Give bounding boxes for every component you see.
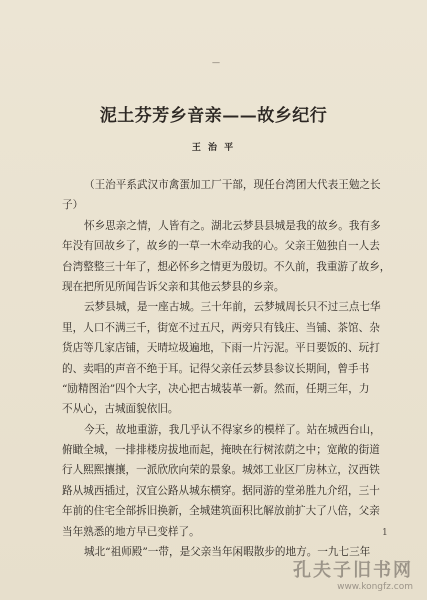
- body-line: 当年熟悉的地方早已变样了。: [62, 525, 200, 538]
- body-line: 台湾整整三十年了，想必怀乡之情更为殷切。不久前，我重游了故乡，: [62, 260, 391, 273]
- body-line: 年前的住宅全部拆旧换新，全城建筑面积比解放前扩大了八倍，父亲: [62, 505, 380, 518]
- body-line: 城北“祖师殿”一带，是父亲当年闲暇散步的地方。一九七三年: [84, 546, 371, 559]
- watermark-site-name: 孔夫子旧书网: [293, 560, 413, 581]
- body-line: 货店等几家店铺，天晴垃圾遍地，下雨一片污泥。平日要饭的、玩打: [62, 342, 380, 355]
- watermark-site-url: www.kongfz.com: [337, 582, 413, 592]
- header-mark: —: [212, 58, 220, 67]
- body-line: 年没有回故乡了，故乡的一草一木牵动我的心。父亲王勉独自一人去: [62, 240, 380, 253]
- body-line: 路从城西插过，汉宜公路从城东横穿。据同游的堂弟胜九介绍，三十: [62, 484, 380, 497]
- article-title: 泥土芬芳乡音亲——故乡纪行: [99, 106, 328, 126]
- article-author: 王 治 平: [191, 143, 236, 153]
- article-body: [62, 175, 394, 562]
- body-line: 怀乡思亲之情，人皆有之。湖北云梦县县城是我的故乡。我有多: [84, 219, 381, 232]
- body-line: 子）: [62, 199, 84, 212]
- body-line: 不从心，古城面貌依旧。: [62, 403, 179, 416]
- page-number: 1: [382, 528, 388, 538]
- watermark: [293, 556, 413, 592]
- body-line: 云梦县城，是一座古城。三十年前，云梦城周长只不过三点七华: [84, 301, 381, 314]
- body-line: 行人熙熙攘攘，一派欣欣向荣的景象。城郊工业区厂房林立，汉西铁: [62, 464, 380, 477]
- body-line: 的、卖唱的声音不绝于耳。记得父亲任云梦县参议长期间，曾手书: [62, 362, 370, 375]
- body-line: （王治平系武汉市禽蛋加工厂干部，现任台湾团大代表王勉之长: [84, 179, 381, 191]
- body-line: 今天，故地重游，我几乎认不得家乡的模样了。站在城西台山，: [84, 423, 381, 436]
- body-line: 现在把所见所闻告诉父亲和其他云梦县的乡亲。: [62, 280, 285, 293]
- body-line: 俯瞰全城，一排排楼房拔地而起，掩映在行树浓荫之中；宽敞的街道: [62, 444, 380, 457]
- body-line: 里，人口不满三千，街宽不过五尺，两旁只有钱庄、当铺、茶馆、杂: [62, 321, 380, 334]
- body-line: “励精图治”四个大字，决心把古城装革一新。然而，任期三年，力: [62, 382, 370, 395]
